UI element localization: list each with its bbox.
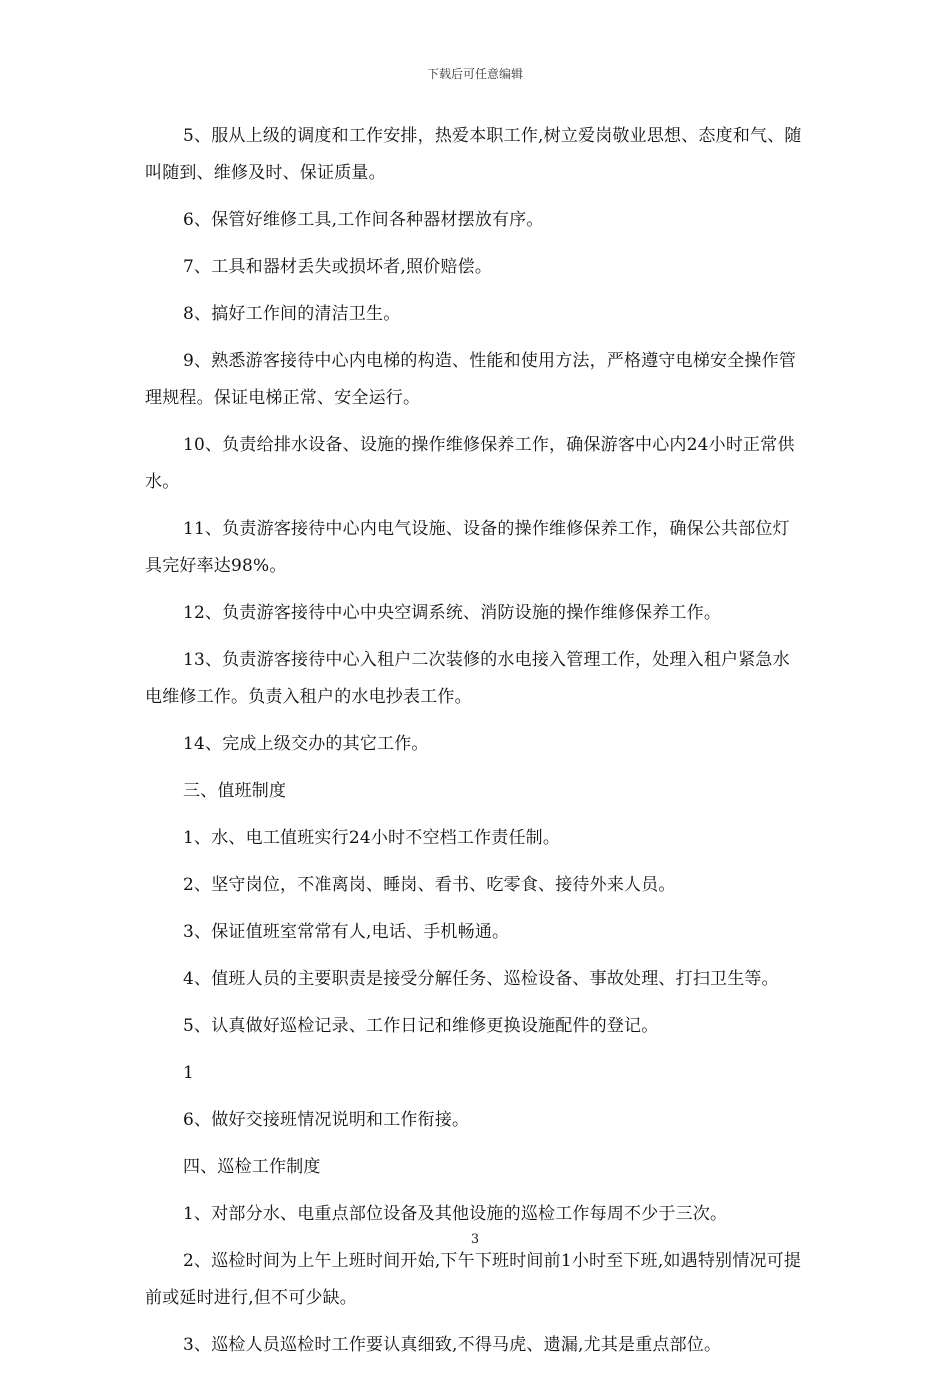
paragraph: 6、做好交接班情况说明和工作衔接。 [183,1110,470,1130]
page-number: 3 [470,1232,480,1247]
paragraph: 2、坚守岗位，不准离岗、睡岗、看书、吃零食、接待外来人员。 [183,875,676,895]
paragraph: 1、对部分水、电重点部位设备及其他设施的巡检工作每周不少于三次。 [183,1204,728,1224]
paragraph: 10、负责给排水设备、设施的操作维修保养工作，确保游客中心内24小时正常供水。 [145,435,795,492]
paragraph: 4、值班人员的主要职责是接受分解任务、巡检设备、事故处理、打扫卫生等。 [183,969,779,989]
paragraph: 6、保管好维修工具,工作间各种器材摆放有序。 [183,210,544,230]
paragraph: 14、完成上级交办的其它工作。 [183,734,429,754]
inline-page-marker: 1 [183,1063,195,1083]
paragraph: 3、巡检人员巡检时工作要认真细致,不得马虎、遗漏,尤其是重点部位。 [183,1335,722,1355]
page-header: 下载后可任意编辑 [426,67,523,81]
paragraph: 7、工具和器材丢失或损坏者,照价赔偿。 [183,257,493,277]
paragraph: 2、巡检时间为上午上班时间开始,下午下班时间前1小时至下班,如遇特别情况可提前或延时进行,但不可少缺。 [145,1251,802,1308]
paragraph: 3、保证值班室常常有人,电话、手机畅通。 [183,922,510,942]
section-heading: 四、巡检工作制度 [183,1157,321,1177]
document-body [145,118,805,1374]
paragraph: 8、搞好工作间的清洁卫生。 [183,304,401,324]
paragraph: 12、负责游客接待中心中央空调系统、消防设施的操作维修保养工作。 [183,603,722,623]
paragraph: 11、负责游客接待中心内电气设施、设备的操作维修保养工作，确保公共部位灯具完好率达98%。 [145,519,790,576]
paragraph: 5、认真做好巡检记录、工作日记和维修更换设施配件的登记。 [183,1016,659,1036]
paragraph: 5、服从上级的调度和工作安排，热爱本职工作,树立爱岗敬业思想、态度和气、随叫随到、维修及时、保证质量。 [145,126,802,183]
paragraph: 9、熟悉游客接待中心内电梯的构造、性能和使用方法，严格遵守电梯安全操作管理规程。保证电梯正常、安全运行。 [145,351,797,408]
paragraph: 1、水、电工值班实行24小时不空档工作责任制。 [183,828,561,848]
paragraph: 13、负责游客接待中心入租户二次装修的水电接入管理工作，处理入租户紧急水电维修工作。负责入租户的水电抄表工作。 [145,650,790,707]
section-heading: 三、值班制度 [183,781,287,801]
